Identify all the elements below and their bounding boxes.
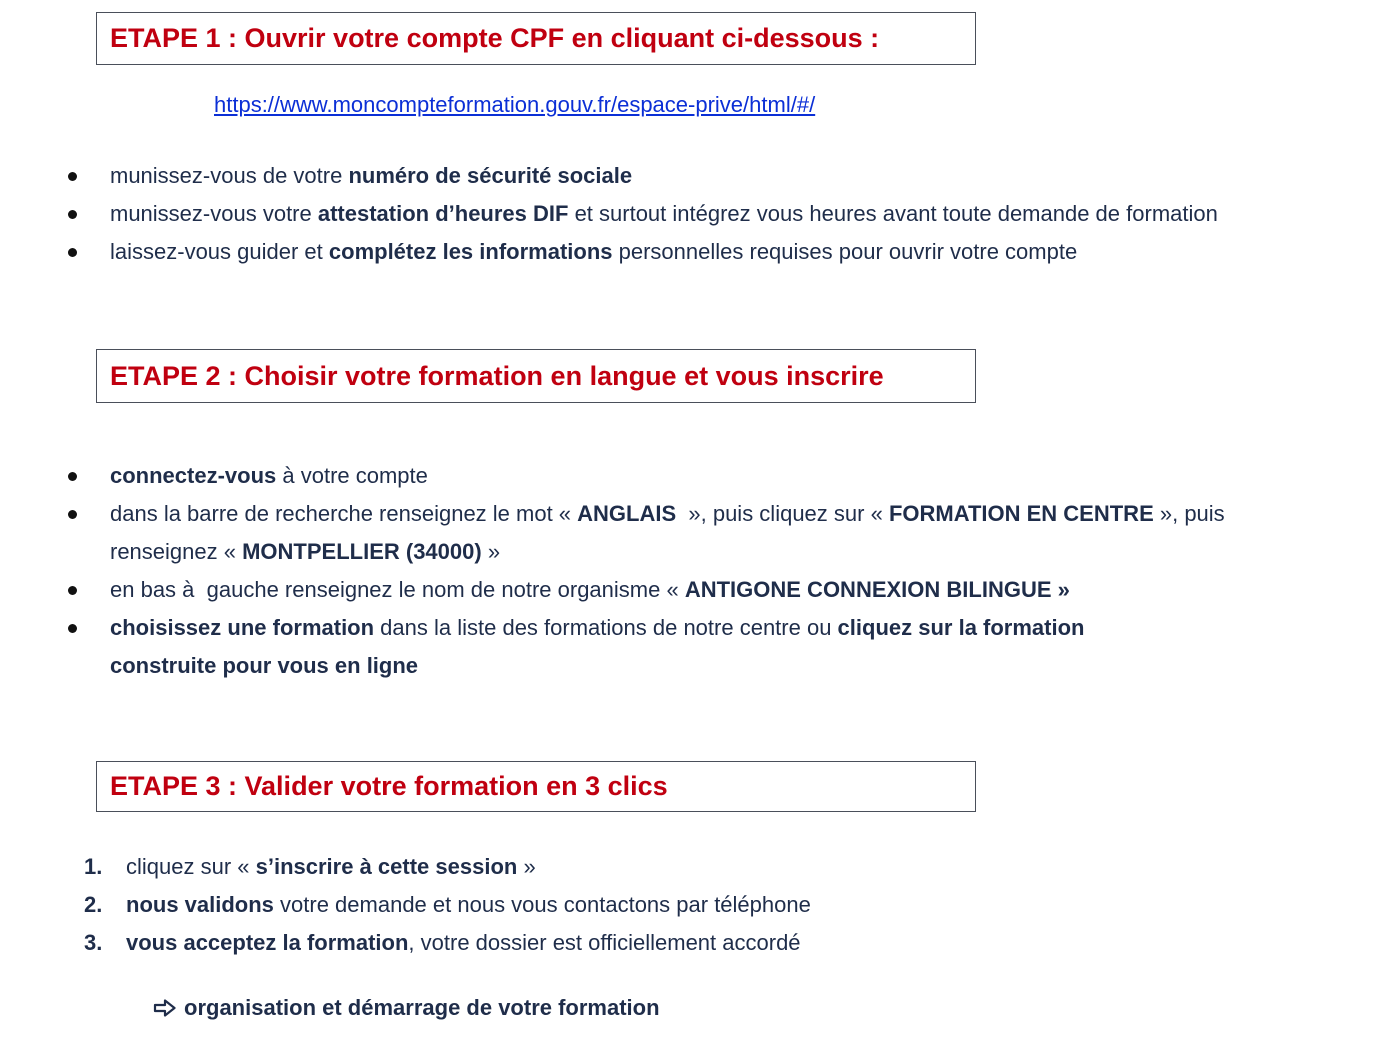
step1-bullet-list (0, 157, 1374, 271)
list-item-text-pre: en bas à gauche renseignez le nom de notre organisme « (110, 577, 685, 602)
list-item (0, 924, 811, 962)
final-note (153, 995, 660, 1021)
organism-name: ANTIGONE CONNEXION BILINGUE » (684, 577, 1070, 602)
list-item-text-mid: dans la liste des formations de notre centre ou (374, 615, 838, 640)
list-item-text-post: et surtout intégrez vous heures avant toute demande de formation (568, 201, 1218, 226)
list-item-text-post: à votre compte (276, 463, 428, 488)
cpf-account-link[interactable]: https://www.moncompteformation.gouv.fr/espace-prive/html/#/ (214, 92, 816, 117)
list-item-text-bold: attestation d’heures DIF (317, 201, 569, 226)
list-item (0, 848, 811, 886)
list-item (0, 195, 1374, 233)
list-item (0, 571, 1374, 609)
step2-bullet-list (0, 457, 1374, 685)
step1-box (96, 12, 976, 65)
list-item-text-pre: munissez-vous votre (110, 201, 318, 226)
list-number: 2. (84, 892, 103, 917)
bullet-icon (68, 248, 77, 257)
keyword-montpellier: MONTPELLIER (34000) (242, 539, 482, 564)
list-number: 3. (84, 930, 103, 955)
list-item-text-pre: munissez-vous de votre (110, 163, 349, 188)
bullet-icon (68, 624, 77, 633)
list-item-text-bold: choisissez une formation (110, 615, 375, 640)
list-item-text-bold: cliquez sur la formation construite pour vous en ligne (110, 615, 1085, 678)
arrow-right-icon (153, 998, 177, 1018)
list-item-text-post: » (517, 854, 536, 879)
bullet-icon (68, 510, 77, 519)
list-item-text-post: votre demande et nous vous contactons par téléphone (273, 892, 811, 917)
list-item-text-pre: cliquez sur « (126, 854, 256, 879)
bullet-icon (68, 586, 77, 595)
step1-title: ETAPE 1 : Ouvrir votre compte CPF en cliquant ci-dessous : (110, 23, 880, 53)
list-item-text-post: personnelles requises pour ouvrir votre compte (612, 239, 1078, 264)
list-item-text-bold: s’inscrire à cette session (255, 854, 518, 879)
list-item (0, 233, 1374, 271)
list-item-text-pre: dans la barre de recherche renseignez le mot « (110, 501, 578, 526)
keyword-formation-centre: FORMATION EN CENTRE (888, 501, 1154, 526)
list-item-text-bold: complétez les informations (328, 239, 613, 264)
list-item (0, 609, 1374, 685)
list-item-text-bold: numéro de sécurité sociale (348, 163, 633, 188)
list-item-text-bold: vous acceptez la formation (126, 930, 409, 955)
list-item (0, 157, 1374, 195)
keyword-anglais: ANGLAIS (577, 501, 677, 526)
bullet-icon (68, 172, 77, 181)
list-item-text-bold: nous validons (126, 892, 274, 917)
bullet-icon (68, 210, 77, 219)
list-number: 1. (84, 854, 103, 879)
step3-numbered-list (0, 848, 811, 962)
list-item-text-post: » (481, 539, 501, 564)
bullet-icon (68, 472, 77, 481)
step3-title: ETAPE 3 : Valider votre formation en 3 clics (110, 771, 668, 801)
list-item-text-bold: connectez-vous (110, 463, 277, 488)
list-item (0, 886, 811, 924)
step2-box (96, 349, 976, 403)
list-item-text-post: , votre dossier est officiellement accordé (408, 930, 801, 955)
final-note-text: organisation et démarrage de votre formation (184, 995, 660, 1020)
list-item-text-pre: laissez-vous guider et (110, 239, 329, 264)
list-item (0, 495, 1374, 571)
step3-box (96, 761, 976, 812)
list-item (0, 457, 1374, 495)
step2-title: ETAPE 2 : Choisir votre formation en langue et vous inscrire (110, 360, 884, 391)
list-item-text-mid: », puis renseignez « (110, 501, 1225, 564)
list-item-text-mid: », puis cliquez sur « (676, 501, 889, 526)
